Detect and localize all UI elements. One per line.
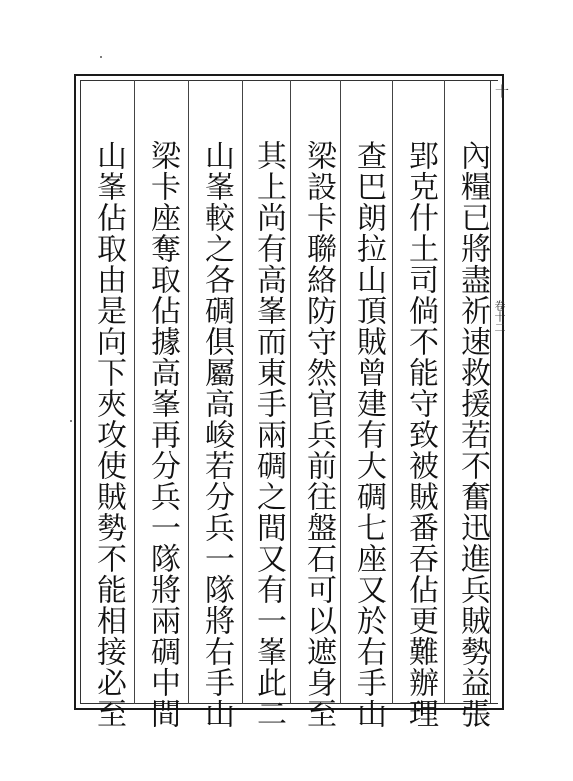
column-rule (392, 80, 393, 704)
column-rule (188, 80, 189, 704)
column-rule (134, 80, 135, 704)
text-column-8: 山峯佔取由是向下夾攻使賊勢不能相接必至 (91, 140, 126, 729)
text-column-4: 梁設卡聯絡防守然官兵前往盤石可以遮身至 (301, 140, 336, 729)
scan-speck (100, 56, 102, 58)
text-column-2: 郢克什土司倘不能守致被賊番吞佔更難辦理 (403, 140, 438, 729)
text-column-6: 山峯較之各碉俱屬高峻若分兵一隊將右手山 (199, 140, 234, 729)
text-column-1: 內糧已將盡祈速救援若不奮迅進兵賊勢益張 (455, 140, 490, 729)
column-rule (242, 80, 243, 704)
column-rule (444, 80, 445, 704)
margin-volume-mark: 卷十二 (493, 300, 506, 333)
margin-strip (490, 80, 504, 704)
text-column-5: 其上尚有高峯而東手兩碉之間又有一峯此二 (251, 140, 286, 729)
scan-speck (70, 420, 72, 422)
column-rule (290, 80, 291, 704)
text-column-3: 查巴朗拉山頂賊曾建有大碉七座又於右手山 (351, 140, 386, 729)
margin-top-mark: 十 (493, 84, 509, 98)
text-column-7: 梁卡座奪取佔據高峯再分兵一隊將兩碉中間 (145, 140, 180, 729)
column-rule (340, 80, 341, 704)
